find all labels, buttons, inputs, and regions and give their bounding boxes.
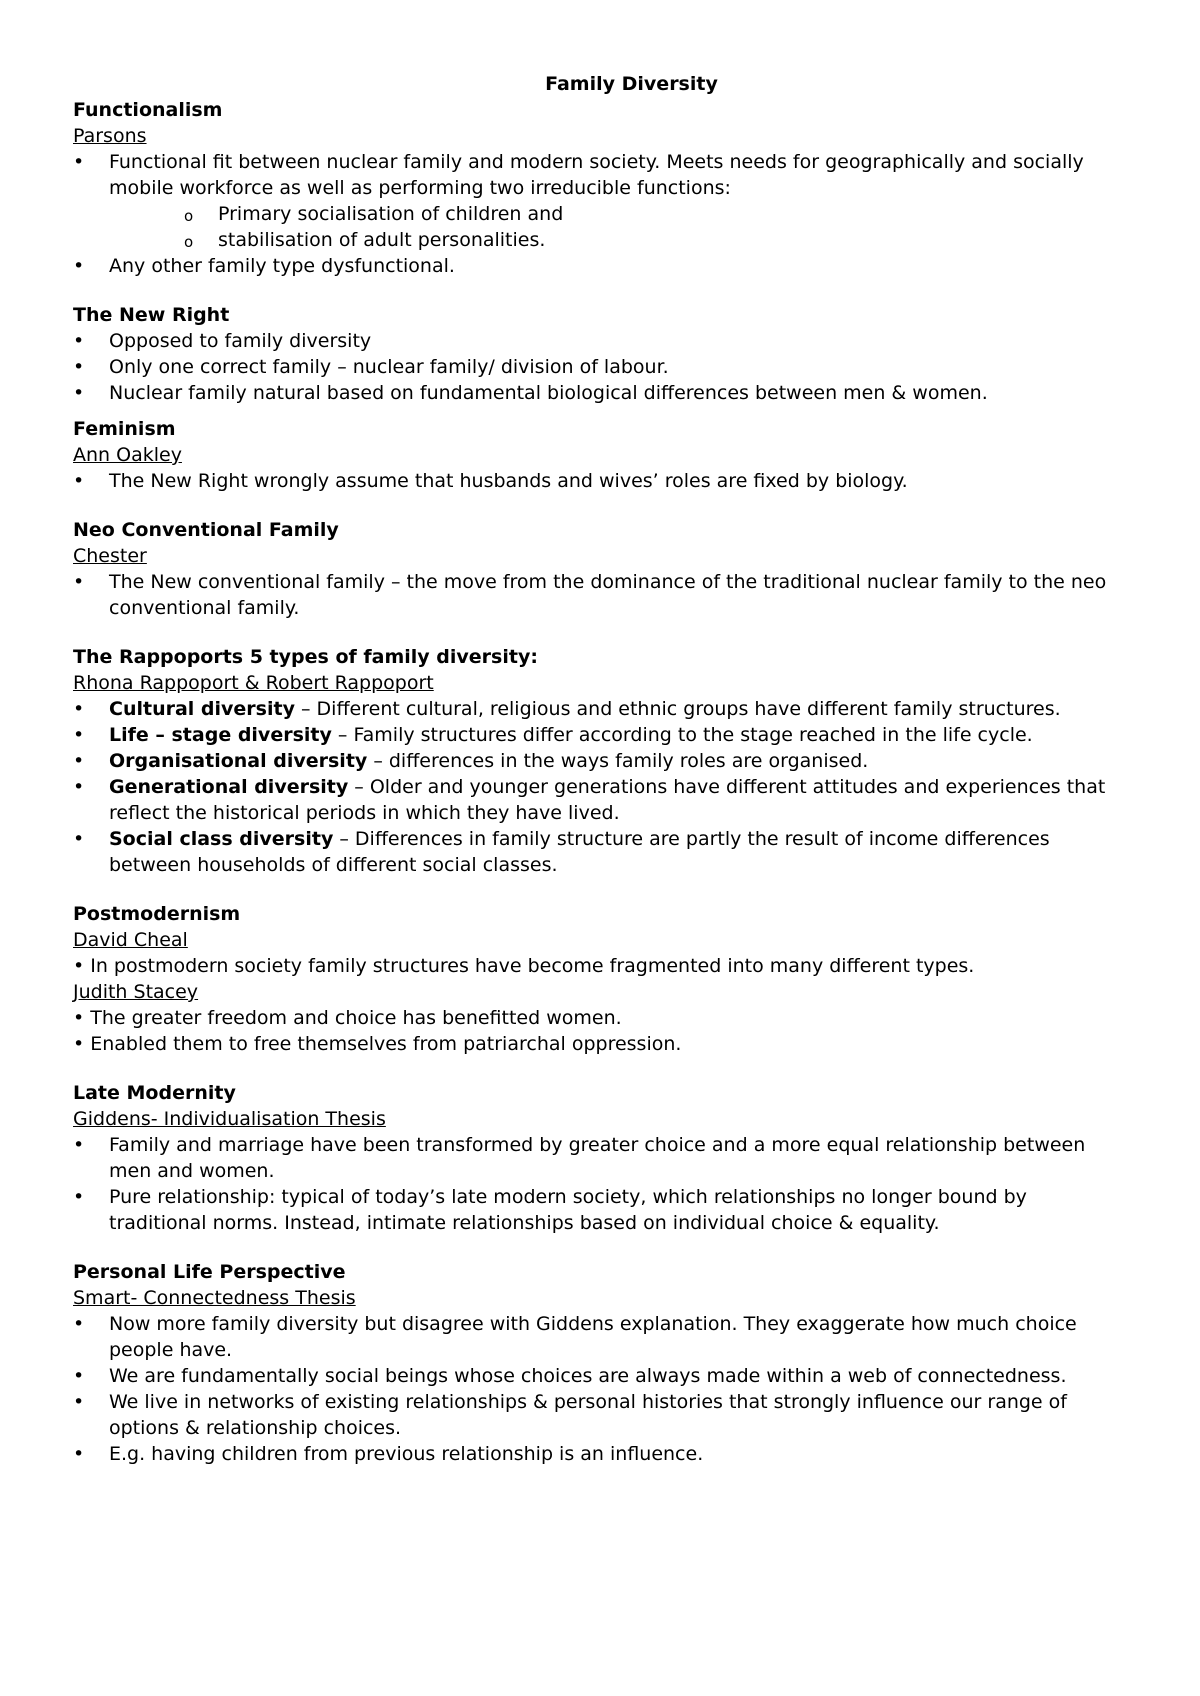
bullet-term: Organisational diversity	[109, 750, 368, 772]
bullet-item: • E.g. having children from previous relationship is an influence.	[73, 1441, 1130, 1467]
bullet-item: • We are fundamentally social beings whose choices are always made within a web of connectedness.	[73, 1363, 1130, 1389]
section-rappoports	[73, 644, 1130, 878]
bullet-list	[73, 328, 1130, 406]
section-author: Parsons	[73, 125, 147, 147]
section-late-modernity	[73, 1080, 1130, 1236]
bullet-term: Cultural diversity	[109, 698, 295, 720]
bullet-list	[73, 468, 1130, 494]
text-line: • In postmodern society family structures have become fragmented into many different types.	[73, 955, 975, 977]
section-author: Rhona Rappoport & Robert Rappoport	[73, 672, 434, 694]
section-feminism	[73, 416, 1130, 494]
section-heading: The New Right	[73, 304, 230, 326]
bullet-list	[73, 696, 1130, 878]
section-heading: The Rappoports 5 types of family diversity:	[73, 646, 538, 668]
section-functionalism	[73, 97, 1130, 279]
bullet-item: • Opposed to family diversity	[73, 328, 1130, 354]
document-title: Family Diversity	[545, 73, 718, 95]
bullet-list	[73, 1132, 1130, 1236]
sub-bullet-item: o stabilisation of adult personalities.	[109, 227, 1130, 253]
section-heading: Functionalism	[73, 99, 223, 121]
section-heading: Feminism	[73, 418, 176, 440]
bullet-item	[73, 774, 1130, 826]
section-author: Ann Oakley	[73, 444, 182, 466]
bullet-text: – Differences in family structure are partly the result of income differences between households of different social classes.	[109, 828, 1050, 876]
section-author: Chester	[73, 545, 147, 567]
bullet-term: Life – stage diversity	[109, 724, 332, 746]
section-author: Smart- Connectedness Thesis	[73, 1287, 356, 1309]
bullet-item	[73, 696, 1130, 722]
bullet-item	[73, 826, 1130, 878]
bullet-item: • Now more family diversity but disagree with Giddens explanation. They exaggerate how much choice people have.	[73, 1311, 1130, 1363]
bullet-item: • Only one correct family – nuclear family/ division of labour.	[73, 354, 1130, 380]
sub-bullet-list	[109, 201, 1130, 253]
section-author: Giddens- Individualisation Thesis	[73, 1108, 386, 1130]
bullet-list	[73, 569, 1130, 621]
section-new-right	[73, 302, 1130, 406]
bullet-term: Generational diversity	[109, 776, 349, 798]
bullet-item: • Family and marriage have been transformed by greater choice and a more equal relationship between men and women.	[73, 1132, 1130, 1184]
bullet-item: • The New conventional family – the move from the dominance of the traditional nuclear family to the neo conventional family.	[73, 569, 1130, 621]
bullet-item: • Nuclear family natural based on fundamental biological differences between men & women.	[73, 380, 1130, 406]
section-neo-conventional	[73, 517, 1130, 621]
section-author: Judith Stacey	[73, 981, 199, 1003]
section-author: David Cheal	[73, 929, 188, 951]
bullet-text: – Family structures differ according to the stage reached in the life cycle.	[331, 724, 1033, 746]
section-postmodernism	[73, 901, 1130, 1057]
bullet-item	[73, 722, 1130, 748]
bullet-text: – differences in the ways family roles are organised.	[367, 750, 869, 772]
bullet-item: • Pure relationship: typical of today’s late modern society, which relationships no longer bound by traditional norms. Instead, intimate relationships based on individual choice & equality.	[73, 1184, 1130, 1236]
bullet-list	[73, 1311, 1130, 1467]
text-line: • The greater freedom and choice has benefitted women.	[73, 1007, 622, 1029]
bullet-text: – Different cultural, religious and ethnic groups have different family structures.	[294, 698, 1061, 720]
bullet-text: Functional fit between nuclear family and modern society. Meets needs for geographically and socially mobile workforce as well as performing two irreducible functions:	[109, 151, 1084, 199]
bullet-item: • The New Right wrongly assume that husbands and wives’ roles are fixed by biology.	[73, 468, 1130, 494]
bullet-item: • We live in networks of existing relationships & personal histories that strongly influence our range of options & relationship choices.	[73, 1389, 1130, 1441]
bullet-item	[73, 149, 1130, 253]
sub-bullet-item: o Primary socialisation of children and	[109, 201, 1130, 227]
bullet-item	[73, 748, 1130, 774]
section-heading: Late Modernity	[73, 1082, 236, 1104]
text-line: • Enabled them to free themselves from patriarchal oppression.	[73, 1033, 682, 1055]
section-heading: Postmodernism	[73, 903, 241, 925]
bullet-term: Social class diversity	[109, 828, 334, 850]
bullet-list	[73, 149, 1130, 279]
bullet-text: – Older and younger generations have different attitudes and experiences that reflect the historical periods in which they have lived.	[109, 776, 1106, 824]
section-heading: Neo Conventional Family	[73, 519, 339, 541]
section-heading: Personal Life Perspective	[73, 1261, 346, 1283]
bullet-item: • Any other family type dysfunctional.	[73, 253, 1130, 279]
section-personal-life	[73, 1259, 1130, 1467]
